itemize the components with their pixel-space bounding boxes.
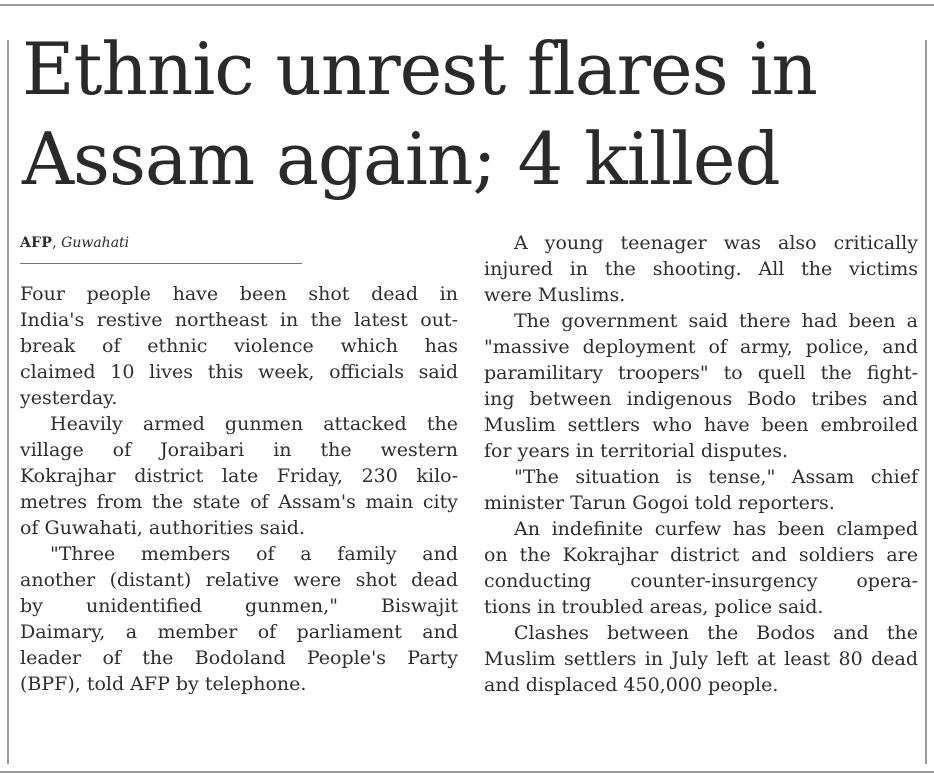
article-text-line: claimed 10 lives this week, officials said <box>20 361 458 383</box>
article-text-line: "massive deployment of army, police, and <box>484 336 918 358</box>
article-text-line: An indefinite curfew has been clamped <box>514 518 918 540</box>
article-text-line: Heavily armed gunmen attacked the <box>50 413 458 435</box>
byline-agency: AFP <box>20 235 53 251</box>
article-text-line: India's restive northeast in the latest out- <box>20 309 458 331</box>
article-text-line: (BPF), told AFP by telephone. <box>20 673 307 695</box>
article-text-line: by unidentified gunmen," Biswajit <box>20 595 458 617</box>
bottom-rule <box>0 771 934 773</box>
article-text-line: Four people have been shot dead in <box>20 283 458 305</box>
article-text-line: paramilitary troopers" to quell the fight- <box>484 362 918 384</box>
right-rule <box>925 40 927 764</box>
article-text-line: metres from the state of Assam's main city <box>20 491 458 513</box>
article-text-line: tions in troubled areas, police said. <box>484 596 824 618</box>
article-text-line: "Three members of a family and <box>50 543 458 565</box>
article-text-line: Kokrajhar district late Friday, 230 kilo- <box>20 465 458 487</box>
article-text-line: injured in the shooting. All the victims <box>484 258 918 280</box>
article-text-line: Daimary, a member of parliament and <box>20 621 458 643</box>
article-text-line: "The situation is tense," Assam chief <box>514 466 918 488</box>
article-text-line: of Guwahati, authorities said. <box>20 517 306 539</box>
article-text-line: another (distant) relative were shot dead <box>20 569 458 591</box>
article-text-line: leader of the Bodoland People's Party <box>20 647 458 669</box>
article-text-line: ing between indigenous Bodo tribes and <box>484 388 918 410</box>
article-text-line: on the Kokrajhar district and soldiers are <box>484 544 918 566</box>
headline <box>22 24 922 204</box>
byline <box>20 234 129 252</box>
article-text-line: break of ethnic violence which has <box>20 335 458 357</box>
article-text-line: yesterday. <box>20 387 118 409</box>
article-text-line: Muslim settlers who have been embroiled <box>484 414 918 436</box>
article-text-line: for years in territorial disputes. <box>484 440 788 462</box>
article-text-line: Clashes between the Bodos and the <box>514 622 918 644</box>
article-text-line: conducting counter-insurgency opera- <box>484 570 918 592</box>
byline-separator: , <box>52 235 62 251</box>
top-rule <box>0 4 934 6</box>
article-text-line: village of Joraibari in the western <box>20 439 458 461</box>
article-text-line: The government said there had been a <box>514 310 918 332</box>
article-text-line: were Muslims. <box>484 284 626 306</box>
article-column-2 <box>484 230 918 698</box>
article-column-1 <box>20 281 458 697</box>
article-text-line: and displaced 450,000 people. <box>484 674 779 696</box>
headline-line-1: Ethnic unrest flares in <box>22 27 817 111</box>
headline-line-2: Assam again; 4 killed <box>22 117 780 201</box>
left-rule <box>7 40 9 764</box>
article-text-line: Muslim settlers in July left at least 80 dead <box>484 648 918 670</box>
article-text-line: minister Tarun Gogoi told reporters. <box>484 492 835 514</box>
article-text-line: A young teenager was also critically <box>514 232 918 254</box>
byline-rule <box>20 263 302 264</box>
byline-place: Guwahati <box>61 235 130 251</box>
